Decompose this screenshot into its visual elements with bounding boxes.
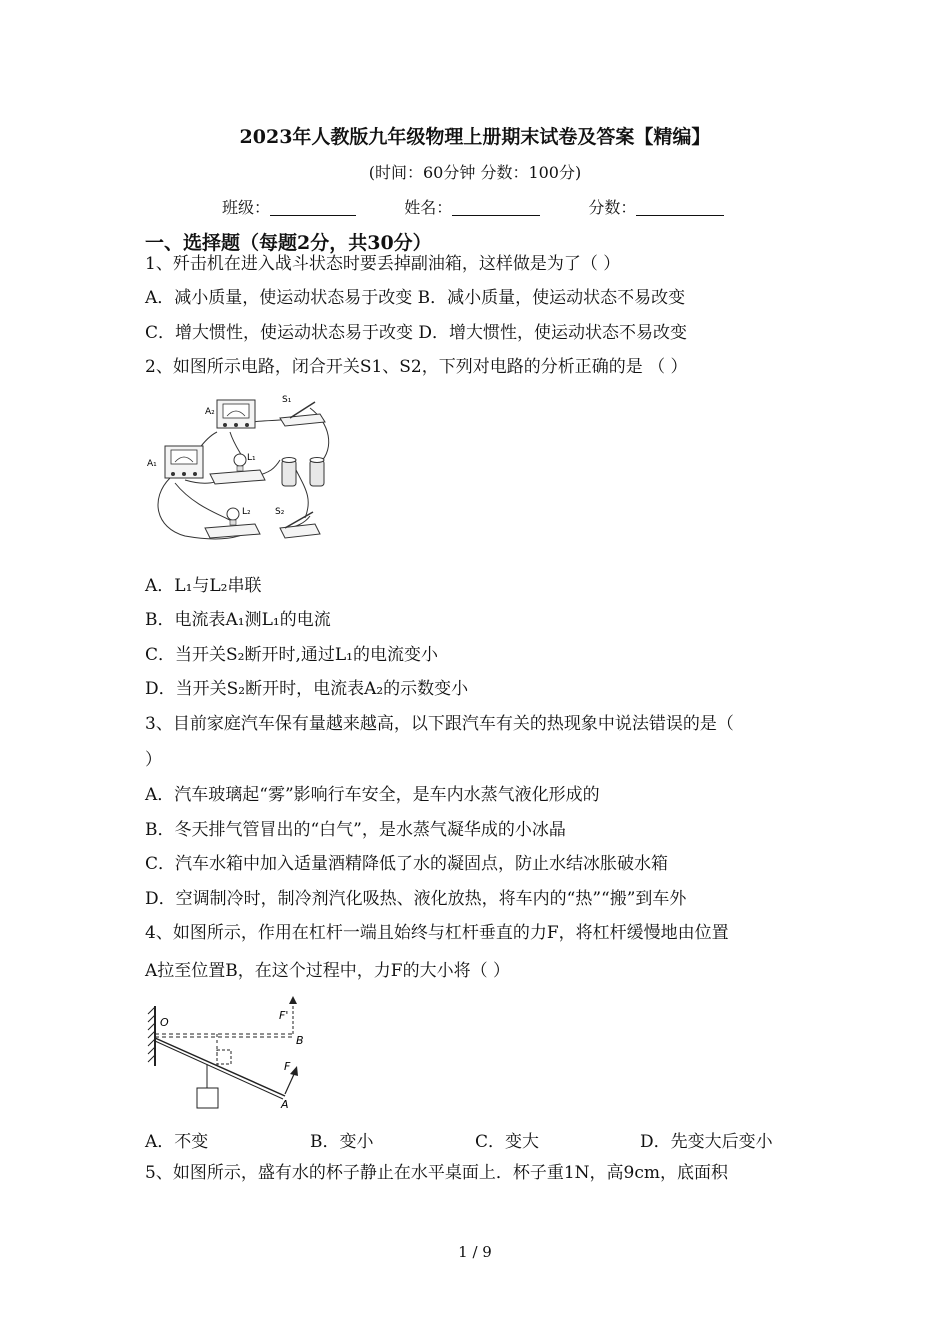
score-label: 分数： [588,198,637,217]
fig-label-o: O [160,1016,169,1029]
q2-option-a: A．L₁与L₂串联 [145,576,262,596]
q3-option-d: D．空调制冷时，制冷剂汽化吸热、液化放热，将车内的“热”“搬”到车外 [145,889,687,909]
q5-stem: 5、如图所示，盛有水的杯子静止在水平桌面上．杯子重1N，高9cm，底面积 [145,1163,728,1183]
q2-option-d: D．当开关S₂断开时，电流表A₂的示数变小 [145,679,469,699]
q4-option-d: D．先变大后变小 [640,1132,773,1152]
fig-label-f-bottom: F [284,1060,291,1073]
class-label: 班级： [222,198,271,217]
student-info-row [222,195,724,218]
page-title: 2023年人教版九年级物理上册期末试卷及答案【精编】 [239,126,711,148]
fig-label-s1: S₁ [282,395,292,405]
q1-options-ab: A．减小质量，使运动状态易于改变 B．减小质量，使运动状态不易改变 [145,288,686,308]
q2-option-c: C．当开关S₂断开时,通过L₁的电流变小 [145,645,438,665]
q3-stem-line1: 3、目前家庭汽车保有量越来越高，以下跟汽车有关的热现象中说法错误的是（ [145,714,734,734]
name-label: 姓名： [404,198,453,217]
q3-option-c: C．汽车水箱中加入适量酒精降低了水的凝固点，防止水结冰胀破水箱 [145,854,669,874]
q1-options-cd: C．增大惯性，使运动状态易于改变 D．增大惯性，使运动状态不易改变 [145,323,688,343]
name-blank[interactable] [452,199,540,216]
score-blank[interactable] [636,199,724,216]
q3-stem-line2: ） [145,750,162,770]
q4-option-a: A．不变 [145,1132,209,1152]
q2-stem: 2、如图所示电路，闭合开关S1、S2，下列对电路的分析正确的是 （ ） [145,357,688,377]
page-number: 1 / 9 [458,1243,492,1261]
q3-option-a: A．汽车玻璃起“雾”影响行车安全，是车内水蒸气液化形成的 [145,785,600,805]
fig-label-s2: S₂ [275,507,285,517]
q4-stem-line2: A拉至位置B，在这个过程中，力F的大小将（ ） [145,961,510,981]
fig-label-l2: L₂ [242,507,251,517]
q1-stem: 1、歼击机在进入战斗状态时要丢掉副油箱，这样做是为了（ ） [145,254,621,274]
class-blank[interactable] [270,199,356,216]
fig-label-b: B [296,1034,304,1047]
lever-figure [145,994,315,1112]
exam-meta: (时间：60分钟 分数：100分) [368,163,582,182]
q4-option-c: C．变大 [475,1132,540,1152]
section-heading: 一、选择题（每题2分，共30分） [145,232,432,254]
fig-label-l1: L₁ [247,453,256,463]
q4-stem-line1: 4、如图所示，作用在杠杆一端且始终与杠杆垂直的力F，将杠杆缓慢地由位置 [145,923,729,943]
circuit-figure [145,388,345,548]
fig-label-a: A [281,1098,289,1111]
fig-label-a2: A₂ [205,407,215,417]
fig-label-f-top: F' [279,1009,289,1022]
q3-option-b: B．冬天排气管冒出的“白气”，是水蒸气凝华成的小冰晶 [145,820,566,840]
q4-option-b: B．变小 [310,1132,374,1152]
q2-option-b: B．电流表A₁测L₁的电流 [145,610,331,630]
fig-label-a1: A₁ [147,459,157,469]
